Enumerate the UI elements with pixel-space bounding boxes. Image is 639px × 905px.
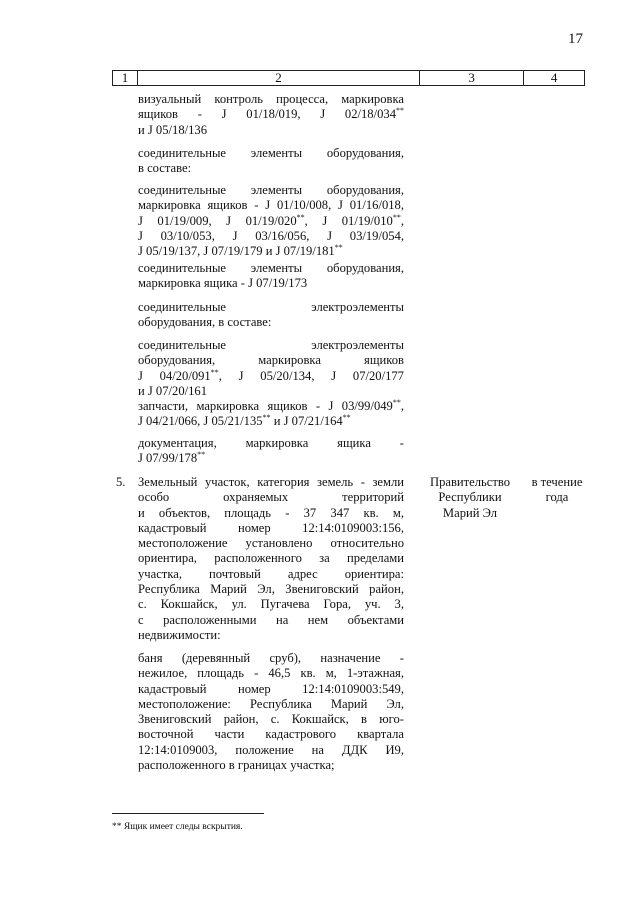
text-line: соединительные электроэлементы xyxy=(138,338,404,352)
responsible-organization xyxy=(424,475,516,521)
item-4-paragraph xyxy=(138,92,404,138)
item-4-paragraph xyxy=(138,146,404,177)
deadline-term xyxy=(525,475,589,506)
text-line: маркировка ящиков - J 01/10/008, J 01/16/018, xyxy=(138,198,404,213)
term-line: года xyxy=(545,490,569,505)
text-line: особо охраняемых территорий xyxy=(138,490,404,505)
text-line: и объектов, площадь - 37 347 кв. м, xyxy=(138,505,404,520)
item-number: 5. xyxy=(116,475,126,489)
text-line: J 01/19/009, J 01/19/020**, J 01/19/010**, xyxy=(138,212,404,228)
text-line: участка, почтовый адрес ориентира: xyxy=(138,566,404,581)
organization-line: Республики xyxy=(438,490,502,505)
item-4-paragraph xyxy=(138,399,404,430)
text-line: и J 05/18/136 xyxy=(138,122,208,137)
page-number: 17 xyxy=(568,31,583,47)
text-line: оборудования, маркировка ящиков xyxy=(138,353,404,368)
text-line: соединительные электроэлементы xyxy=(138,300,404,314)
text-line: соединительные элементы оборудования, xyxy=(138,146,404,160)
item-4-paragraph xyxy=(138,338,404,399)
text-line: с. Кокшайск, ул. Пугачева Гора, уч. 3, xyxy=(138,597,404,612)
text-line: J 04/20/091**, J 05/20/134, J 07/20/177 xyxy=(138,367,404,383)
text-line: восточной части кадастрового квартала xyxy=(138,727,404,742)
text-line: кадастровый номер 12:14:0109003:549, xyxy=(138,681,404,696)
text-line: в составе: xyxy=(138,161,192,176)
item-4-paragraph xyxy=(138,300,404,331)
column-header-2: 2 xyxy=(137,71,419,86)
text-line: J 04/21/066, J 05/21/135** и J 07/21/164** xyxy=(138,413,351,429)
text-line: 12:14:0109003, положение на ДДК И9, xyxy=(138,742,404,757)
organization-line: Правительство xyxy=(429,475,511,489)
text-line: документация, маркировка ящика - xyxy=(138,436,404,450)
text-line: маркировка ящика - J 07/19/173 xyxy=(138,276,308,291)
text-line: Звениговский район, с. Кокшайск, в юго- xyxy=(138,712,404,727)
text-line: J 05/19/137, J 07/19/179 и J 07/19/181** xyxy=(138,243,343,259)
text-line: и J 07/20/161 xyxy=(138,383,208,398)
item-5-bathhouse-description xyxy=(138,651,404,773)
column-header-row xyxy=(112,70,585,86)
text-line: Земельный участок, категория земель - земли xyxy=(138,475,404,489)
text-line: кадастровый номер 12:14:0109003:156, xyxy=(138,520,404,535)
text-line: баня (деревянный сруб), назначение - xyxy=(138,651,404,665)
text-line: расположенного в границах участка; xyxy=(138,758,335,773)
text-line: ящиков - J 01/18/019, J 02/18/034** xyxy=(138,106,404,122)
text-line: визуальный контроль процесса, маркировка xyxy=(138,92,404,106)
text-line: J 03/10/053, J 03/16/056, J 03/19/054, xyxy=(138,228,404,243)
text-line: Республика Марий Эл, Звениговский район, xyxy=(138,582,404,597)
text-line: запчасти, маркировка ящиков - J 03/99/049**, xyxy=(138,397,404,413)
footnote-rule xyxy=(112,813,264,814)
column-header-3: 3 xyxy=(420,71,524,86)
text-line: соединительные элементы оборудования, xyxy=(138,261,404,275)
item-4-paragraph xyxy=(138,261,404,292)
item-4-paragraph xyxy=(138,436,404,467)
item-4-paragraph xyxy=(138,183,404,259)
text-line: местоположение установлено относительно xyxy=(138,536,404,551)
text-line: оборудования, в составе: xyxy=(138,315,272,330)
text-line: ориентира, расположенного за пределами xyxy=(138,551,404,566)
text-line: соединительные элементы оборудования, xyxy=(138,183,404,197)
text-line: нежилое, площадь - 46,5 кв. м, 1-этажная, xyxy=(138,666,404,681)
text-line: с расположенными на нем объектами xyxy=(138,612,404,627)
text-line: J 07/99/178** xyxy=(138,450,206,466)
column-header-1: 1 xyxy=(113,71,138,86)
column-header-4: 4 xyxy=(524,71,585,86)
item-5-land-plot-description xyxy=(138,475,404,643)
text-line: недвижимости: xyxy=(138,627,221,642)
footnote: ** Ящик имеет следы вскрытия. xyxy=(112,822,243,832)
text-line: местоположение: Республика Марий Эл, xyxy=(138,696,404,711)
term-line: в течение xyxy=(531,475,583,489)
organization-line: Марий Эл xyxy=(442,505,498,520)
